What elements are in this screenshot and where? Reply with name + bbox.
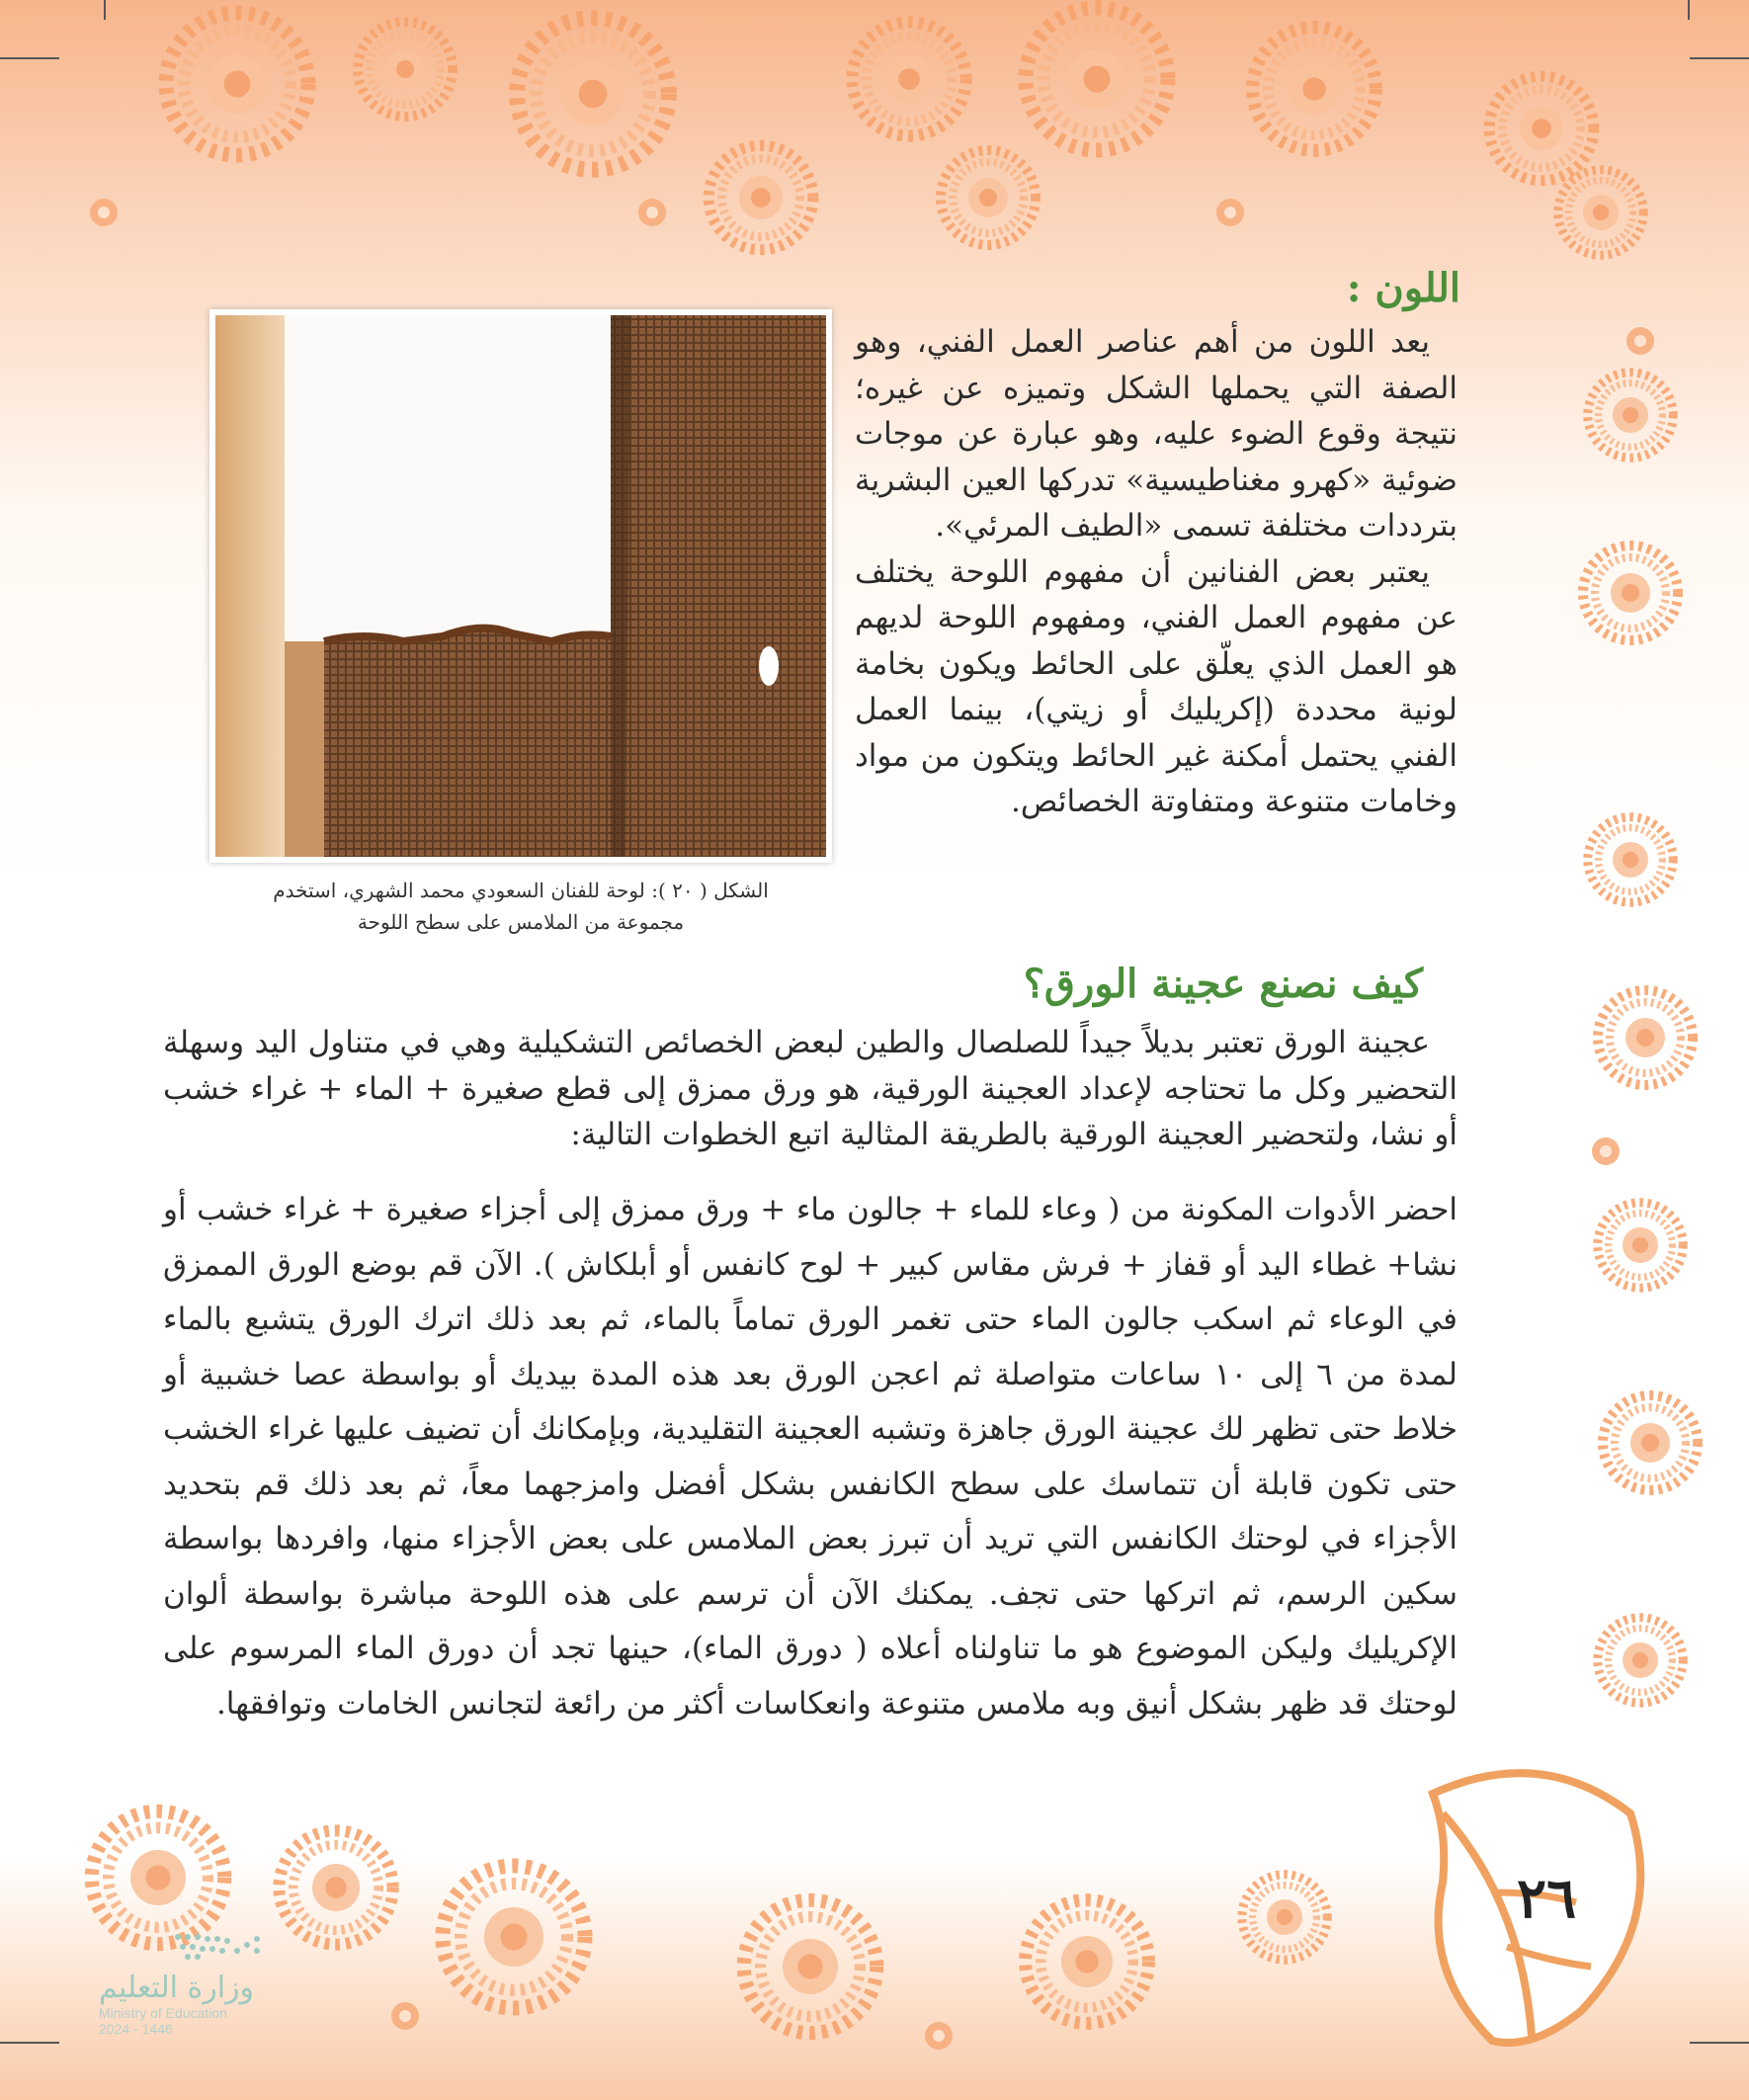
ministry-name-en: Ministry of Education [99,2005,227,2021]
paragraph: يعد اللون من أهم عناصر العمل الفني، وهو الصفة التي يحملها الشكل وتميزه عن غيره؛ نتيجة وقوع الضوء عليه، وهو عبارة عن موجات ضوئية «كهرو مغناطيسية» تدركها العين البشرية بترددات مختلفة تسمى «الطيف المرئي». [855,324,1458,544]
caption-line: الشكل ( ٢٠ ): لوحة للفنان السعودي محمد الشهري، استخدم [273,879,769,902]
color-section-text [855,319,1458,825]
ministry-dots-icon [99,1927,287,1967]
ministry-name-ar: وزارة التعليم [99,1971,255,2005]
section-title-paper-paste: كيف نصنع عجينة الورق؟ [1023,961,1423,1007]
page-number: ٢٦ [1517,1866,1577,1931]
section-title-color: اللون : [1346,265,1460,311]
figure-caption [209,875,832,938]
caption-line: مجموعة من الملامس على سطح اللوحة [357,910,685,934]
ministry-year: 2024 - 1446 [99,2021,173,2037]
paper-steps-text: احضر الأدوات المكونة من ( وعاء للماء + جالون ماء + ورق ممزق إلى أجزاء صغيرة + غراء خشب أو نشا+ غطاء اليد أو قفاز + فرش مقاس كبير + لوح كانفس أو أبلكاش ). الآن قم بوضع الورق الممزق في الوعاء ثم اسكب جالون الماء حتى تغمر الورق تماماً بالماء، ثم بعد ذلك اترك الورق يتشبع بالماء لمدة من ٦ إلى ١٠ ساعات متواصلة ثم اعجن الورق بعد هذه المدة بيديك أو بواسطة عصا خشبية أو خلاط حتى تظهر لك عجينة الورق جاهزة وتشبه العجينة التقليدية، وبإمكانك أن تضيف عليها غراء الخشب حتى تكون قابلة أن تتماسك على سطح الكانفس بشكل أفضل وامزجهما معاً، ثم بعد ذلك قم بتحديد الأجزاء في لوحتك الكانفس التي تريد أن تبرز بعض الملامس على بعض الأجزاء منها، وافردها بواسطة سكين الرسم، ثم اتركها حتى تجف. يمكنك الآن أن ترسم على هذه اللوحة مباشرة بواسطة ألوان الإكريليك وليكن الموضوع هو ما تناولناه أعلاه ( دورق الماء)، حينها تجد أن دورق الماء المرسوم على لوحتك قد ظهر بشكل أنيق وبه ملامس متنوعة وانعكاسات أكثر من رائعة لتجانس الخامات وتوافقها. [163,1192,1458,1722]
paragraph: عجينة الورق تعتبر بديلاً جيداً للصلصال والطين لبعض الخصائص التشكيلية وهي في متناول اليد وسهلة التحضير وكل ما تحتاجه لإعداد العجينة الورقية، هو ورق ممزق إلى قطع صغيرة + الماء + غراء خشب أو نشا، ولتحضير العجينة الورقية بالطريقة المثالية اتبع الخطوات التالية: [163,1025,1458,1152]
ministry-logo [99,1927,287,2037]
figure-painting [209,309,832,863]
paper-intro-text [163,1020,1458,1158]
painting-image [215,315,826,857]
paragraph: يعتبر بعض الفنانين أن مفهوم اللوحة يختلف عن مفهوم العمل الفني، ومفهوم اللوحة لديهم هو العمل الذي يعلّق على الحائط ويكون بخامة لونية محددة (إكريليك أو زيتي)، بينما العمل الفني يحتمل أمكنة غير الحائط ويتكون من مواد وخامات متنوعة ومتفاوتة الخصائص. [855,553,1458,819]
